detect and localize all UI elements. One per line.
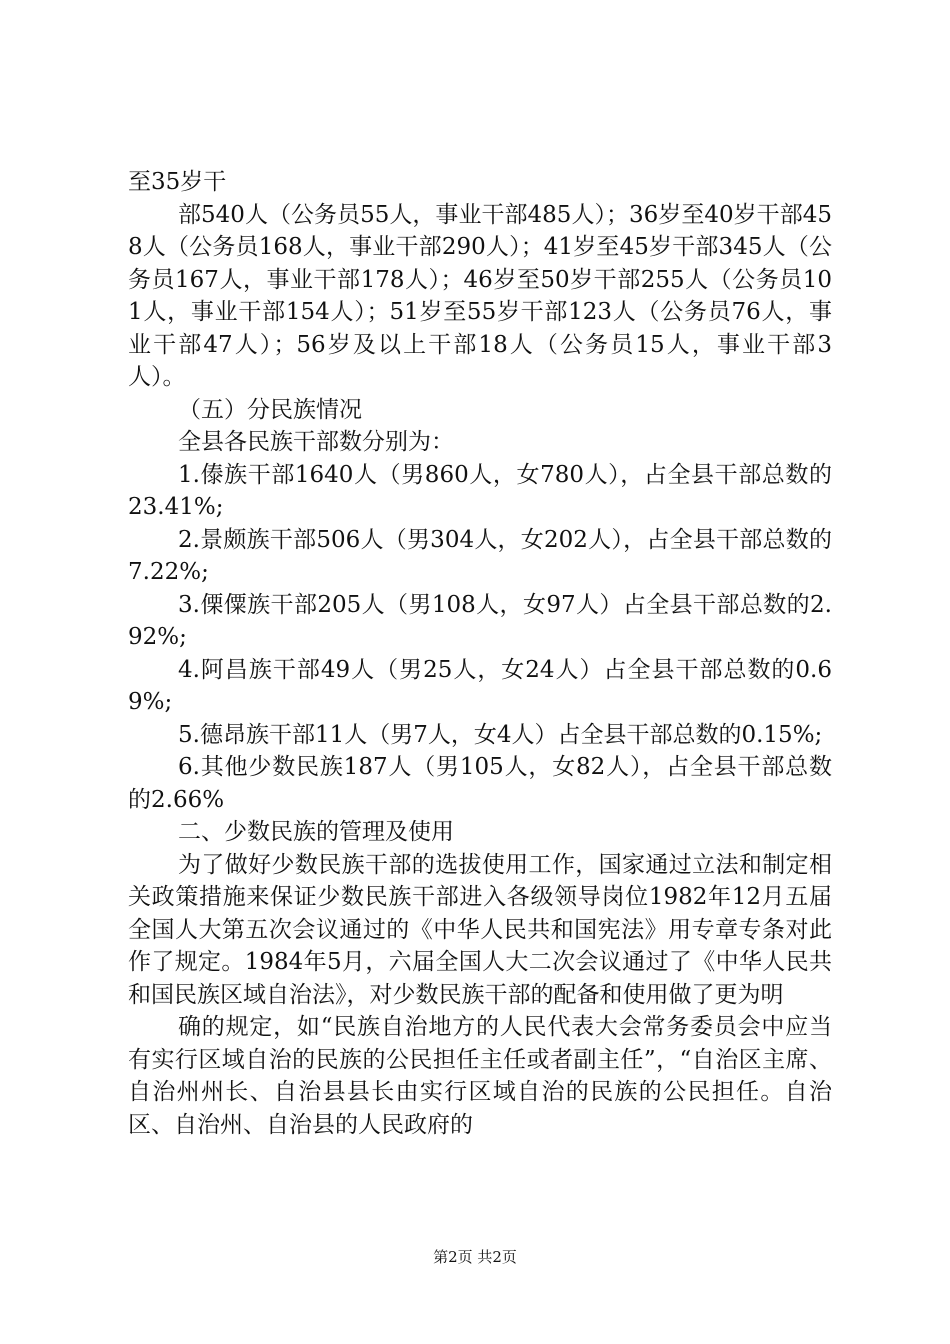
paragraph-age-groups: 部540人（公务员55人，事业干部485人）；36岁至40岁干部458人（公务员168人，事业干部290人）；41岁至45岁干部345人（公务员167人，事业干部178人）；46岁至50岁干部255人（公务员101人，事业干部154人）；51岁至55岁干部123人（公务员76人，事业干部47人）；56岁及以上干部18人（公务员15人，事业干部3人）。 [128,201,832,390]
section-heading-management: 二、少数民族的管理及使用 [178,819,454,845]
list-item-other: 6.其他少数民族187人（男105人，女82人），占全县干部总数的2.66% [128,754,832,813]
paragraph-regulations: 确的规定，如“民族自治地方的人民代表大会常务委员会中应当有实行区域自治的民族的公民担任主任或者副主任”，“自治区主席、自治州州长、自治县县长由实行区域自治的民族的公民担任。自治区、自治州、自治县的人民政府的 [128,1014,832,1138]
section-heading-ethnic: （五）分民族情况 [178,396,362,423]
list-item-dai: 1.傣族干部1640人（男860人，女780人），占全县干部总数的23.41%; [128,461,832,520]
paragraph-ethnic-intro: 全县各民族干部数分别为： [178,429,454,455]
paragraph-legislation: 为了做好少数民族干部的选拔使用工作，国家通过立法和制定相关政策措施来保证少数民族干部进入各级领导岗位1982年12月五届全国人大第五次会议通过的《中华人民共和国宪法》用专章专条对此作了规定。1984年5月，六届全国人大二次会议通过了《中华人民共和国民族区域自治法》，对少数民族干部的配备和使用做了更为明 [128,851,832,1008]
list-item-deang: 5.德昂族干部11人（男7人，女4人）占全县干部总数的0.15%; [178,721,823,748]
paragraph-age-35-fragment: 至35岁干 [128,169,227,195]
list-item-lisu: 3.傈僳族干部205人（男108人，女97人）占全县干部总数的2.92%; [128,591,832,650]
document-body [128,166,832,1141]
list-item-jingpo: 2.景颇族干部506人（男304人，女202人），占全县干部总数的7.22%; [128,526,832,585]
list-item-achang: 4.阿昌族干部49人（男25人，女24人）占全县干部总数的0.69%; [128,656,832,715]
page-footer: 第2页 共2页 [433,1248,517,1266]
